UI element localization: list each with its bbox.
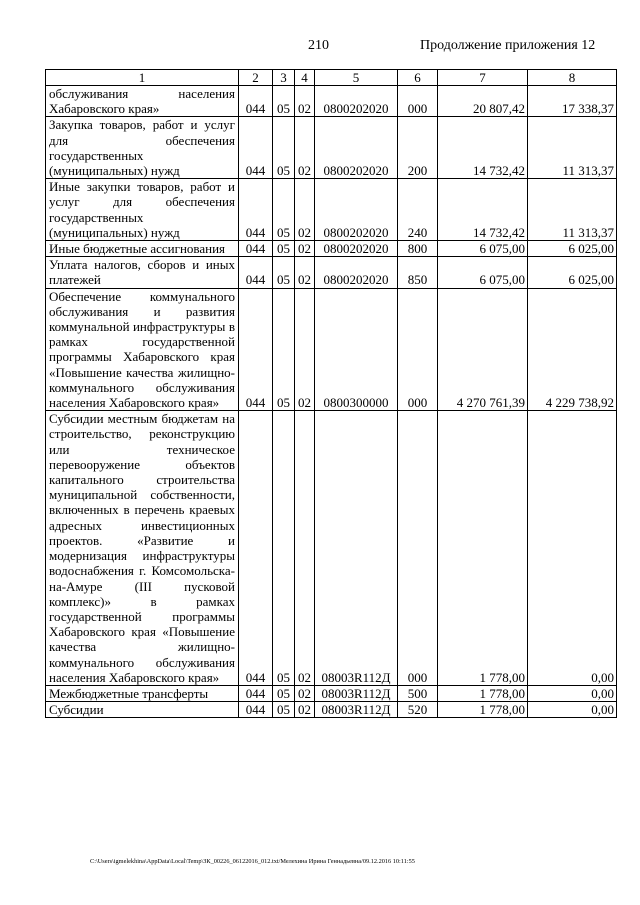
cell-col-6: 000: [398, 86, 438, 117]
cell-col-8: 4 229 738,92: [528, 288, 617, 411]
cell-col-4: 02: [295, 411, 315, 686]
cell-col-5: 0800202020: [315, 117, 398, 179]
cell-col-5: 08003R112Д: [315, 685, 398, 701]
cell-col-5: 08003R112Д: [315, 411, 398, 686]
cell-col-3: 05: [273, 257, 295, 288]
cell-col-5: 08003R112Д: [315, 702, 398, 718]
cell-col-2: 044: [239, 702, 273, 718]
cell-col-6: 850: [398, 257, 438, 288]
column-header: 7: [438, 70, 528, 86]
row-name: Субсидии: [46, 702, 239, 718]
cell-col-4: 02: [295, 241, 315, 257]
cell-col-5: 0800300000: [315, 288, 398, 411]
cell-col-7: 1 778,00: [438, 685, 528, 701]
cell-col-6: 500: [398, 685, 438, 701]
row-name: Иные закупки товаров, работ и услуг для обеспечения государственных (муниципальных) нужд: [46, 179, 239, 241]
budget-table: [45, 69, 617, 718]
cell-col-4: 02: [295, 117, 315, 179]
row-name: обслуживания населения Хабаровского края»: [46, 86, 239, 117]
row-name: Закупка товаров, работ и услуг для обеспечения государственных (муниципальных) нужд: [46, 117, 239, 179]
cell-col-7: 14 732,42: [438, 179, 528, 241]
column-header: 1: [46, 70, 239, 86]
cell-col-3: 05: [273, 86, 295, 117]
row-name: Субсидии местным бюджетам на строительство, реконструкцию или техническое перевооружение объектов капитального строительства муниципальной собственности, включенных в перечень краевых адресных инвестиционных проектов. «Развитие и модернизация инфраструктуры водоснабжения г. Комсомольска-на-Амуре (III пусковой комплекс)» в рамках государственной программы Хабаровского края «Повышение качества жилищно-коммунального обслуживания населения Хабаровского края»: [46, 411, 239, 686]
cell-col-8: 0,00: [528, 411, 617, 686]
cell-col-2: 044: [239, 117, 273, 179]
table-row: [46, 86, 617, 117]
cell-col-3: 05: [273, 117, 295, 179]
cell-col-2: 044: [239, 179, 273, 241]
file-path-footer: C:\Users\igmelekhina\AppData\Local\Temp\ЗК_00226_06122016_012.txt/Мелехина Ирина Геннадьевна/09.12.2016 10:11:55: [90, 858, 415, 865]
cell-col-4: 02: [295, 179, 315, 241]
cell-col-6: 240: [398, 179, 438, 241]
cell-col-7: 1 778,00: [438, 411, 528, 686]
table-row: [46, 411, 617, 686]
cell-col-6: 520: [398, 702, 438, 718]
cell-col-8: 17 338,37: [528, 86, 617, 117]
table-header-row: [46, 70, 617, 86]
cell-col-7: 14 732,42: [438, 117, 528, 179]
cell-col-8: 6 025,00: [528, 241, 617, 257]
cell-col-4: 02: [295, 288, 315, 411]
cell-col-4: 02: [295, 86, 315, 117]
row-name: Иные бюджетные ассигнования: [46, 241, 239, 257]
cell-col-2: 044: [239, 411, 273, 686]
table-row: [46, 117, 617, 179]
page-number: 210: [308, 38, 329, 53]
table-row: [46, 241, 617, 257]
cell-col-8: 11 313,37: [528, 117, 617, 179]
cell-col-3: 05: [273, 241, 295, 257]
cell-col-4: 02: [295, 685, 315, 701]
cell-col-7: 20 807,42: [438, 86, 528, 117]
table-row: [46, 702, 617, 718]
cell-col-2: 044: [239, 257, 273, 288]
cell-col-3: 05: [273, 288, 295, 411]
cell-col-6: 000: [398, 288, 438, 411]
column-header: 8: [528, 70, 617, 86]
table-row: [46, 257, 617, 288]
cell-col-3: 05: [273, 685, 295, 701]
table-row: [46, 179, 617, 241]
cell-col-2: 044: [239, 241, 273, 257]
cell-col-3: 05: [273, 179, 295, 241]
cell-col-5: 0800202020: [315, 86, 398, 117]
column-header: 6: [398, 70, 438, 86]
cell-col-4: 02: [295, 702, 315, 718]
cell-col-8: 6 025,00: [528, 257, 617, 288]
column-header: 2: [239, 70, 273, 86]
cell-col-2: 044: [239, 288, 273, 411]
cell-col-7: 6 075,00: [438, 241, 528, 257]
cell-col-6: 200: [398, 117, 438, 179]
cell-col-7: 1 778,00: [438, 702, 528, 718]
cell-col-8: 0,00: [528, 702, 617, 718]
cell-col-7: 4 270 761,39: [438, 288, 528, 411]
column-header: 3: [273, 70, 295, 86]
cell-col-5: 0800202020: [315, 257, 398, 288]
cell-col-4: 02: [295, 257, 315, 288]
cell-col-7: 6 075,00: [438, 257, 528, 288]
table-row: [46, 288, 617, 411]
row-name: Обеспечение коммунального обслуживания и развития коммунальной инфраструктуры в рамках государственной программы Хабаровского края «Повышение качества жилищно-коммунального обслуживания населения Хабаровского края»: [46, 288, 239, 411]
column-header: 4: [295, 70, 315, 86]
cell-col-8: 0,00: [528, 685, 617, 701]
column-header: 5: [315, 70, 398, 86]
table-row: [46, 685, 617, 701]
row-name: Межбюджетные трансферты: [46, 685, 239, 701]
cell-col-8: 11 313,37: [528, 179, 617, 241]
cell-col-6: 800: [398, 241, 438, 257]
cell-col-5: 0800202020: [315, 179, 398, 241]
cell-col-2: 044: [239, 86, 273, 117]
cell-col-3: 05: [273, 411, 295, 686]
row-name: Уплата налогов, сборов и иных платежей: [46, 257, 239, 288]
cell-col-3: 05: [273, 702, 295, 718]
appendix-title: Продолжение приложения 12: [420, 38, 596, 53]
cell-col-6: 000: [398, 411, 438, 686]
cell-col-5: 0800202020: [315, 241, 398, 257]
cell-col-2: 044: [239, 685, 273, 701]
